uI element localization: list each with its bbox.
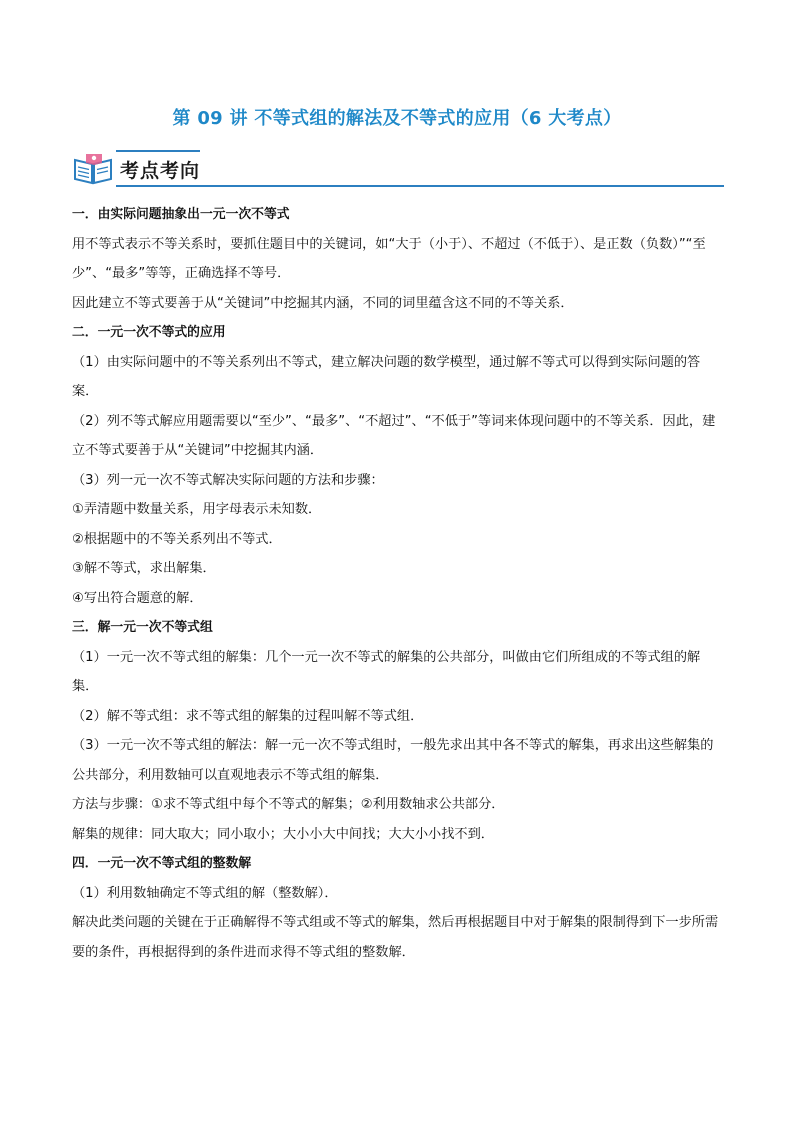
- list-item: ①弄清题中数量关系，用字母表示未知数．: [72, 502, 322, 517]
- paragraph: （2）列不等式解应用题需要以“至少”、“最多”、“不超过”、“不低于”等词来体现问题中的不等关系．因此，建立不等式要善于从“关键词”中挖掘其内涵．: [72, 413, 716, 458]
- content-body: [72, 200, 724, 967]
- list-item: ②根据题中的不等关系列出不等式．: [72, 531, 282, 547]
- paragraph: 用不等式表示不等关系时，要抓住题目中的关键词，如“大于（小于）、不超过（不低于）、是正数（负数）”“至少”、“最多”等等，正确选择不等号．: [72, 236, 706, 281]
- header-top-rule: [116, 150, 200, 152]
- topic-header: [72, 146, 724, 188]
- section-heading: 四．一元一次不等式组的整数解: [72, 856, 252, 871]
- header-bottom-rule: [116, 185, 724, 187]
- paragraph: 解集的规律：同大取大；同小取小；大小小大中间找；大大小小找不到．: [72, 826, 494, 842]
- paragraph: （3）一元一次不等式组的解法：解一元一次不等式组时，一般先求出其中各不等式的解集，再求出这些解集的公共部分，利用数轴可以直观地表示不等式组的解集．: [72, 738, 714, 783]
- paragraph: 方法与步骤：①求不等式组中每个不等式的解集；②利用数轴求公共部分．: [72, 797, 505, 812]
- list-item: ④写出符合题意的解．: [72, 590, 203, 606]
- paragraph: （1）由实际问题中的不等关系列出不等式，建立解决问题的数学模型，通过解不等式可以得到实际问题的答案．: [72, 354, 701, 399]
- paragraph: 解决此类问题的关键在于正确解得不等式组或不等式的解集，然后再根据题目中对于解集的限制得到下一步所需要的条件，再根据得到的条件进而求得不等式组的整数解．: [72, 915, 719, 960]
- open-book-icon: [72, 150, 114, 186]
- paragraph: （1）一元一次不等式组的解集：几个一元一次不等式的解集的公共部分，叫做由它们所组成的不等式组的解集．: [72, 649, 701, 694]
- section-heading: 三．解一元一次不等式组: [72, 620, 213, 635]
- paragraph: 因此建立不等式要善于从“关键词”中挖掘其内涵，不同的词里蕴含这不同的不等关系．: [72, 295, 574, 311]
- paragraph: （3）列一元一次不等式解决实际问题的方法和步骤：: [72, 472, 384, 488]
- page-title: 第 09 讲 不等式组的解法及不等式的应用（6 大考点）: [172, 108, 622, 129]
- section-heading: 一．由实际问题抽象出一元一次不等式: [72, 207, 290, 222]
- section-heading: 二．一元一次不等式的应用: [72, 325, 226, 340]
- paragraph: （1）利用数轴确定不等式组的解（整数解）．: [72, 885, 338, 901]
- list-item: ③解不等式，求出解集．: [72, 561, 216, 576]
- section-header-label: 考点考向: [120, 160, 201, 182]
- paragraph: （2）解不等式组：求不等式组的解集的过程叫解不等式组．: [72, 708, 424, 724]
